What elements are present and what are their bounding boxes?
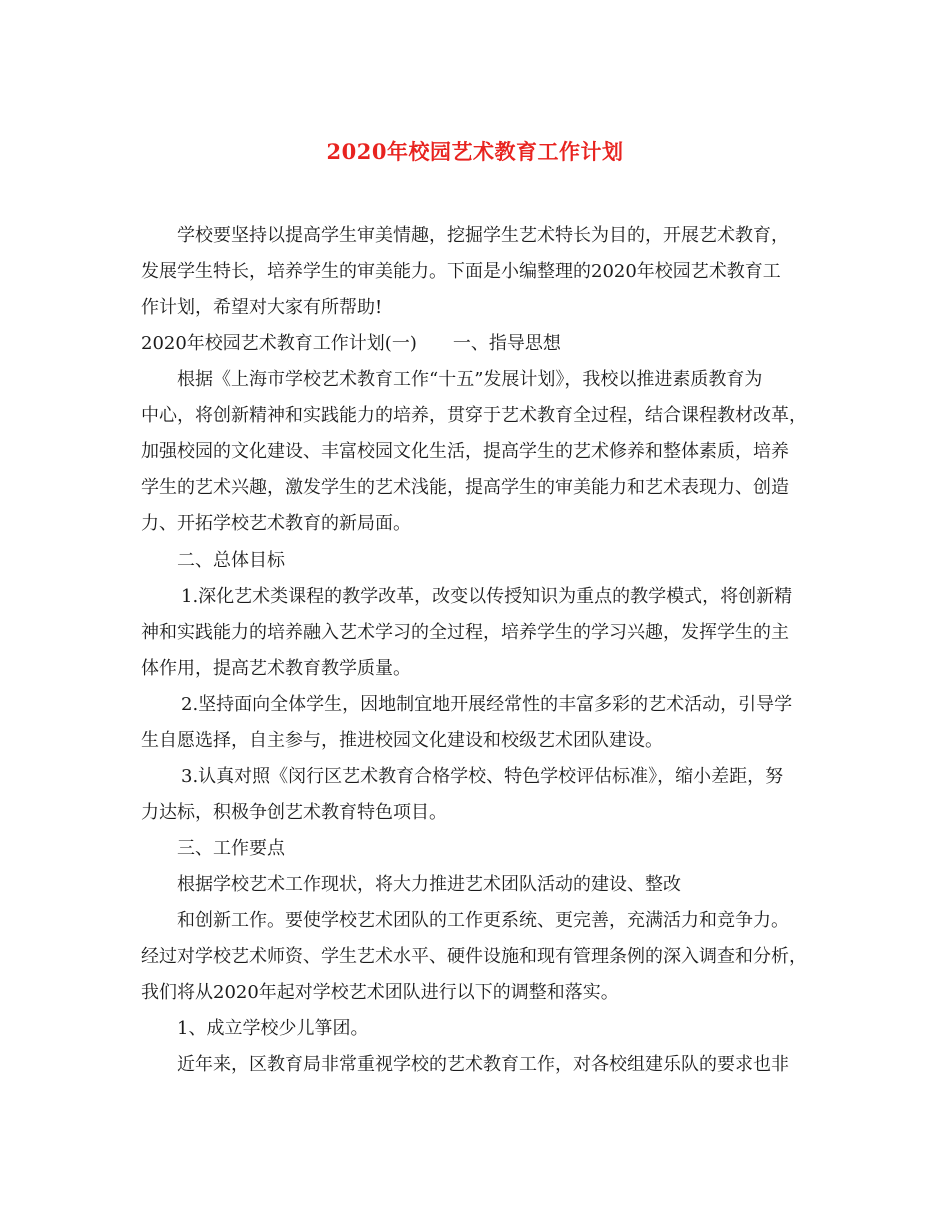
- paragraph-line: 根据《上海市学校艺术教育工作“十五”发展计划》，我校以推进素质教育为: [177, 369, 763, 390]
- paragraph-line: 2.坚持面向全体学生，因地制宜地开展经常性的丰富多彩的艺术活动，引导学: [181, 694, 793, 715]
- paragraph-line: 神和实践能力的培养融入艺术学习的全过程，培养学生的学习兴趣，发挥学生的主: [141, 622, 789, 643]
- paragraph-line: 力、开拓学校艺术教育的新局面。: [141, 513, 411, 534]
- paragraph-line: 中心，将创新精神和实践能力的培养，贯穿于艺术教育全过程，结合课程教材改革，: [141, 405, 807, 426]
- paragraph-line: 我们将从2020年起对学校艺术团队进行以下的调整和落实。: [141, 982, 619, 1003]
- paragraph-line: 经过对学校艺术师资、学生艺术水平、硬件设施和现有管理条例的深入调查和分析，: [141, 946, 807, 967]
- paragraph-line: 3.认真对照《闵行区艺术教育合格学校、特色学校评估标准》，缩小差距，努: [181, 766, 784, 787]
- section-heading: 二、总体目标: [177, 550, 285, 571]
- paragraph-line: 学生的艺术兴趣，激发学生的艺术浅能，提高学生的审美能力和艺术表现力、创造: [141, 477, 789, 498]
- paragraph-line: 作计划，希望对大家有所帮助!: [141, 297, 383, 318]
- paragraph-line: 近年来，区教育局非常重视学校的艺术教育工作，对各校组建乐队的要求也非: [177, 1054, 789, 1075]
- paragraph-line: 力达标，积极争创艺术教育特色项目。: [141, 802, 447, 823]
- paragraph-line: 发展学生特长，培养学生的审美能力。下面是小编整理的2020年校园艺术教育工: [141, 261, 781, 282]
- paragraph-line: 根据学校艺术工作现状，将大力推进艺术团队活动的建设、整改: [177, 874, 681, 895]
- document-title: 2020年校园艺术教育工作计划: [326, 139, 624, 164]
- section-heading: 三、工作要点: [177, 838, 285, 859]
- paragraph-line: 体作用，提高艺术教育教学质量。: [141, 658, 411, 679]
- paragraph-line: 生自愿选择，自主参与，推进校园文化建设和校级艺术团队建设。: [141, 730, 663, 751]
- paragraph-line: 学校要坚持以提高学生审美情趣，挖掘学生艺术特长为目的，开展艺术教育，: [177, 225, 789, 246]
- paragraph-line: 1、成立学校少儿箏团。: [177, 1018, 369, 1039]
- paragraph-line: 2020年校园艺术教育工作计划(一) 一、指导思想: [141, 333, 561, 354]
- paragraph-line: 加强校园的文化建设、丰富校园文化生活，提高学生的艺术修养和整体素质，培养: [141, 441, 789, 462]
- paragraph-line: 和创新工作。要使学校艺术团队的工作更系统、更完善，充满活力和竞争力。: [177, 910, 789, 931]
- paragraph-line: 1.深化艺术类课程的教学改革，改变以传授知识为重点的教学模式，将创新精: [181, 586, 793, 607]
